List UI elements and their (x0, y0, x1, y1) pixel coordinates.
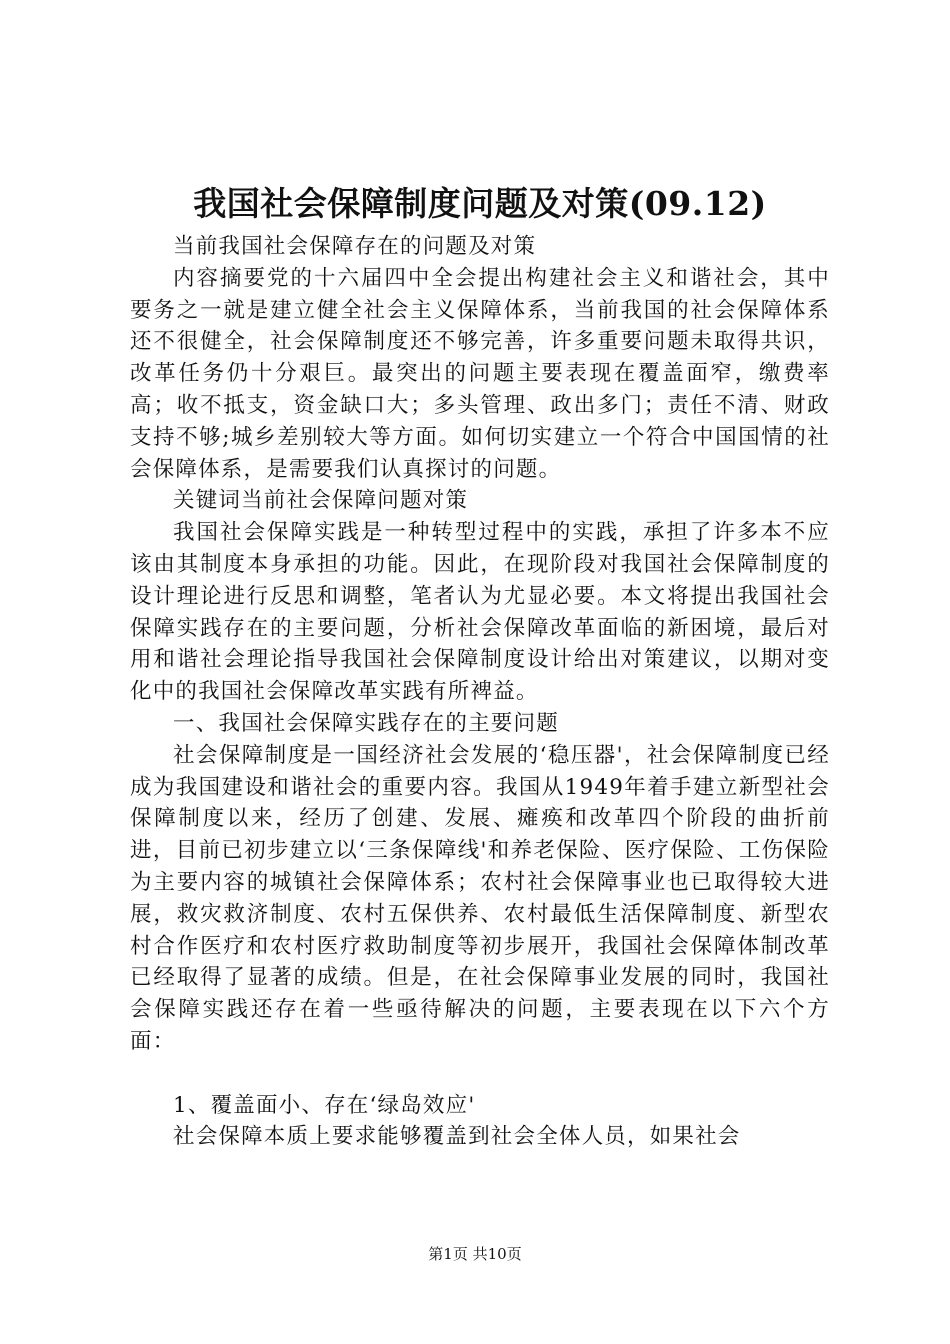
paragraph-abstract: 内容摘要党的十六届四中全会提出构建社会主义和谐社会，其中要务之一就是建立健全社会主义保障体系，当前我国的社会保障体系还不很健全，社会保障制度还不够完善，许多重要问题未取得共识，改革任务仍十分艰巨。最突出的问题主要表现在覆盖面窄，缴费率高；收不抵支，资金缺口大；多头管理、政出多门；责任不清、财政支持不够;城乡差别较大等方面。如何切实建立一个符合中国国情的社会保障体系，是需要我们认真探讨的问题。 (130, 265, 830, 482)
paragraph-intro: 我国社会保障实践是一种转型过程中的实践，承担了许多本不应该由其制度本身承担的功能。因此，在现阶段对我国社会保障制度的设计理论进行反思和调整，笔者认为尤显必要。本文将提出我国社会保障实践存在的主要问题，分析社会保障改革面临的新困境，最后对用和谐社会理论指导我国社会保障制度设计给出对策建议，以期对变化中的我国社会保障改革实践有所裨益。 (130, 520, 830, 705)
page-total: 共10页 (472, 1245, 522, 1263)
paragraph-section-1: 社会保障制度是一国经济社会发展的‘稳压器'，社会保障制度已经成为我国建设和谐社会的重要内容。我国从1949年着手建立新型社会保障制度以来，经历了创建、发展、瘫痪和改革四个阶段的曲折前进，目前已初步建立以‘三条保障线'和养老保险、医疗保险、工伤保险为主要内容的城镇社会保障体系；农村社会保障事业也已取得较大进展，救灾救济制度、农村五保供养、农村最低生活保障制度、新型农村合作医疗和农村医疗救助制度等初步展开，我国社会保障体制改革已经取得了显著的成绩。但是，在社会保障事业发展的同时，我国社会保障实践还存在着一些亟待解决的问题，主要表现在以下六个方面： (130, 742, 830, 1054)
document-body (130, 231, 830, 1153)
section-heading-1: 一、我国社会保障实践存在的主要问题 (173, 710, 559, 736)
subsection-heading-1: 1、覆盖面小、存在‘绿岛效应' (173, 1092, 476, 1118)
paragraph-keywords: 关键词当前社会保障问题对策 (173, 488, 469, 514)
paragraph-subtitle: 当前我国社会保障存在的问题及对策 (173, 234, 537, 259)
page-footer (0, 1244, 950, 1264)
document-title: 我国社会保障制度问题及对策(09.12) (193, 184, 767, 223)
paragraph-subsection-1: 社会保障本质上要求能够覆盖到社会全体人员，如果社会 (173, 1124, 741, 1150)
page-number: 第1页 (428, 1245, 468, 1263)
